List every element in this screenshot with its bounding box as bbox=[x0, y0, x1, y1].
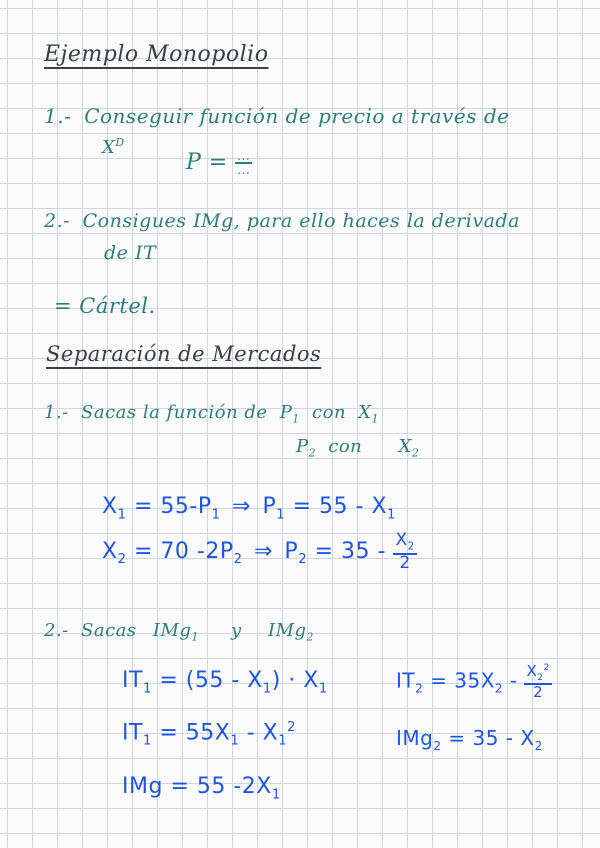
sep1-con2: con bbox=[328, 436, 363, 457]
equation-it2 bbox=[396, 664, 552, 700]
eq2-arrow: ⇒ bbox=[253, 538, 273, 564]
eq2-mid-sub: 2 bbox=[233, 552, 243, 568]
it1b-rhs2-sub: 1 bbox=[278, 733, 288, 749]
step2-text: Consigues IMg, para ello haces la derivada bbox=[82, 210, 520, 232]
it1a-rhs2: ) · X bbox=[271, 668, 319, 693]
eq1-p: P bbox=[262, 494, 277, 519]
sep1-x1-sub: 1 bbox=[371, 412, 379, 426]
sep1-line2 bbox=[296, 436, 419, 460]
step1-continuation bbox=[102, 136, 125, 158]
sep2-y: y bbox=[231, 620, 242, 641]
img2eq-rhs: = 35 - X bbox=[448, 726, 535, 750]
eq2-x-sub: 2 bbox=[117, 552, 127, 568]
eq1-rhs: = 55 - X bbox=[292, 494, 388, 519]
eq2-frac-num-sub: 2 bbox=[407, 541, 415, 553]
step1-p-expr: P = bbox=[186, 150, 228, 175]
step1-frac-num: ... bbox=[237, 149, 251, 163]
sep1-p2: P bbox=[296, 436, 309, 457]
eq2-p-sub: 2 bbox=[298, 552, 308, 568]
sep1-x2-sub: 2 bbox=[411, 446, 420, 460]
sep1-x1: X bbox=[358, 402, 372, 423]
sep2-img1-sub: 1 bbox=[191, 630, 199, 644]
step1-cont: X bbox=[102, 137, 116, 158]
it1b-rhs: = 55X bbox=[159, 720, 231, 746]
it2a-lhs: IT bbox=[396, 668, 416, 693]
step1-cont-sup: D bbox=[115, 136, 125, 149]
eq1-arrow: ⇒ bbox=[232, 494, 251, 519]
step1-fraction bbox=[235, 150, 252, 176]
heading-market-separation: Separación de Mercados bbox=[46, 342, 322, 366]
img2eq-lhs-sub: 2 bbox=[433, 739, 442, 753]
equation-img2 bbox=[396, 726, 543, 753]
eq2-mid: = 70 -2P bbox=[133, 538, 234, 564]
img2eq-rhs-sub: 2 bbox=[534, 739, 543, 753]
eq1-x: X bbox=[102, 494, 118, 519]
it1a-lhs-sub: 1 bbox=[142, 681, 152, 697]
it2a-rhs: = 35X bbox=[430, 668, 495, 693]
eq1-rhs-sub: 1 bbox=[387, 507, 396, 523]
sep1-x2: X bbox=[398, 436, 412, 457]
step2-line bbox=[44, 210, 520, 232]
it2a-frac-num-sub: 2 bbox=[537, 673, 544, 683]
eq1-x-sub: 1 bbox=[117, 507, 127, 523]
step2-continuation: de IT bbox=[104, 242, 157, 264]
it1b-lhs-sub: 1 bbox=[142, 733, 152, 749]
it2a-frac-num-x: X bbox=[526, 662, 538, 680]
it1a-rhs2-sub: 1 bbox=[318, 681, 328, 697]
step2-prefix: 2.- bbox=[44, 210, 71, 232]
sep1-line bbox=[44, 402, 379, 426]
sep2-line bbox=[44, 620, 314, 644]
eq2-fraction bbox=[393, 532, 416, 572]
it1a-rhs-sub: 1 bbox=[262, 681, 272, 697]
imgeq-rhs: = 55 -2X bbox=[170, 774, 272, 799]
it1b-rhs2-sup: 2 bbox=[287, 720, 297, 735]
eq1-mid: = 55-P bbox=[133, 494, 212, 519]
heading-monopoly-example: Ejemplo Monopolio bbox=[44, 42, 269, 67]
step1-price-formula bbox=[186, 150, 252, 176]
step1-line bbox=[44, 104, 509, 128]
equation-it1 bbox=[122, 668, 328, 696]
it2a-minus: - bbox=[509, 668, 518, 693]
it1b-lhs: IT bbox=[122, 720, 143, 746]
sep1-con1: con bbox=[312, 402, 347, 423]
it1b-rhs-sub: 1 bbox=[230, 733, 240, 749]
imgeq-rhs-sub: 1 bbox=[271, 787, 281, 803]
sep2-img2-sub: 2 bbox=[306, 630, 314, 644]
step1-prefix: 1.- bbox=[44, 104, 72, 128]
it1b-rhs2: - X bbox=[246, 720, 279, 746]
sep2-prefix: 2.- bbox=[44, 620, 69, 641]
equation-x2 bbox=[102, 532, 417, 572]
it2a-lhs-sub: 2 bbox=[415, 681, 424, 696]
equation-x1 bbox=[102, 494, 396, 522]
it1a-rhs: = (55 - X bbox=[159, 668, 263, 693]
img2eq-lhs: IMg bbox=[396, 726, 434, 750]
it2a-frac-num-sup: 2 bbox=[543, 663, 550, 673]
sep1-text: Sacas la función de bbox=[81, 402, 268, 423]
it2a-fraction bbox=[524, 664, 551, 700]
step1-text: Conseguir función de precio a través de bbox=[84, 104, 510, 128]
equation-img1 bbox=[122, 774, 281, 802]
eq1-p-sub: 1 bbox=[276, 507, 286, 523]
it1a-lhs: IT bbox=[122, 668, 143, 693]
eq2-frac-num bbox=[393, 532, 416, 555]
sep1-p1-sub: 1 bbox=[292, 412, 300, 426]
eq1-mid-sub: 1 bbox=[211, 507, 221, 523]
it2a-frac-num bbox=[524, 664, 551, 685]
step1-frac-den: ... bbox=[237, 163, 251, 177]
eq2-frac-den: 2 bbox=[399, 552, 411, 573]
imgeq-lhs: IMg bbox=[122, 774, 163, 799]
sep2-img2: IMg bbox=[267, 620, 307, 641]
equation-it1-expanded bbox=[122, 720, 296, 749]
eq2-frac-num-x: X bbox=[395, 530, 408, 550]
eq2-rhs: = 35 - bbox=[314, 538, 386, 564]
cartel-note: = Cártel. bbox=[54, 294, 156, 318]
sep1-p2-sub: 2 bbox=[308, 446, 316, 460]
sep1-prefix: 1.- bbox=[44, 402, 69, 423]
sep2-img1: IMg bbox=[152, 620, 192, 641]
sep1-p1: P bbox=[279, 402, 293, 423]
eq2-p: P bbox=[284, 538, 299, 564]
it2a-rhs-sub: 2 bbox=[494, 681, 504, 696]
it2a-frac-den: 2 bbox=[533, 683, 544, 701]
eq2-x: X bbox=[102, 538, 118, 564]
sep2-text: Sacas bbox=[81, 620, 137, 641]
